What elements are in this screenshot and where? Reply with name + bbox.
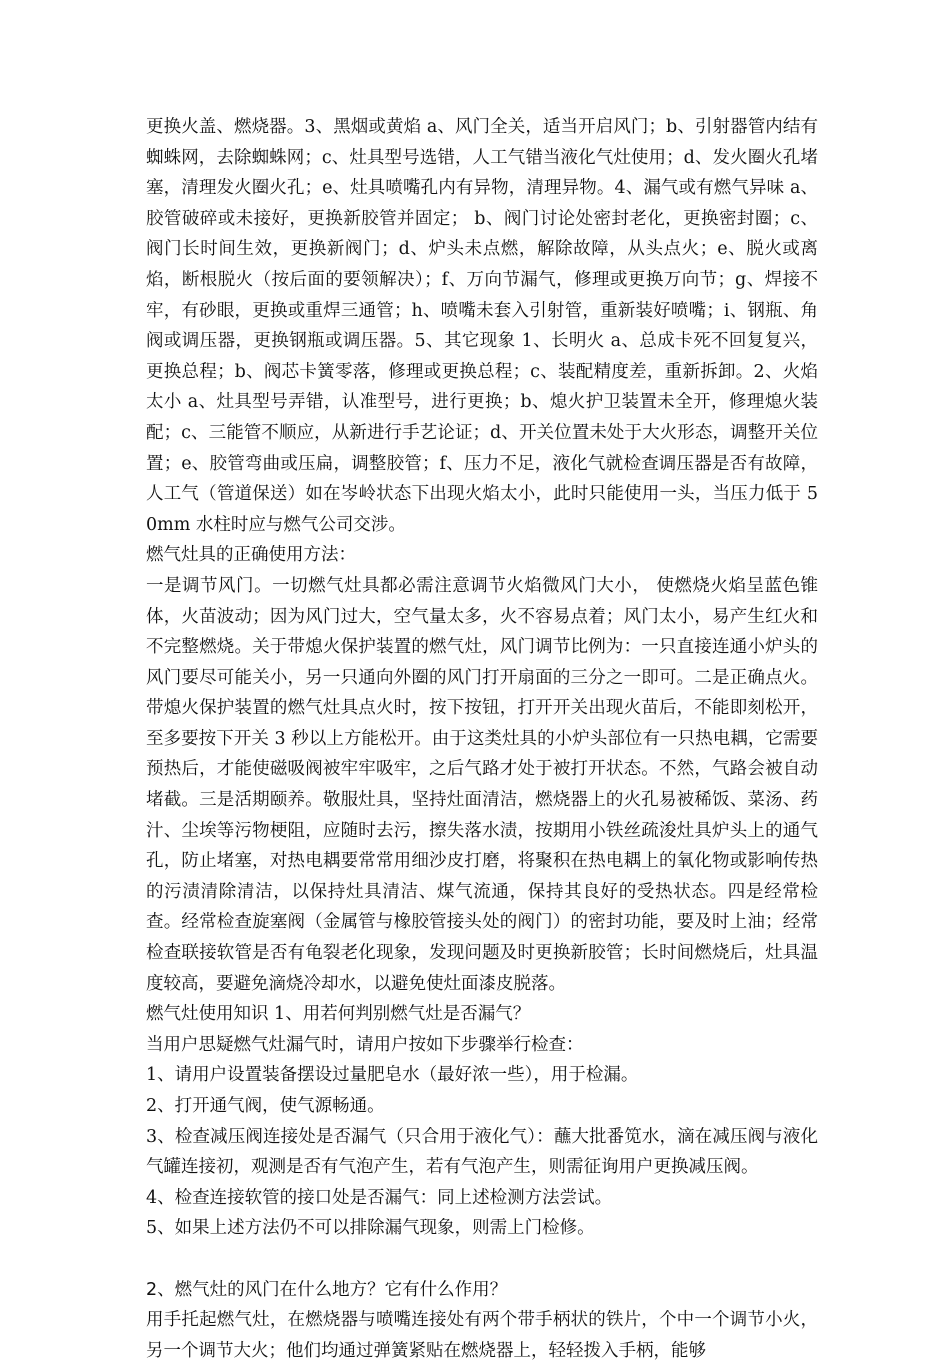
air-door-question-heading: 2、燃气灶的风门在什么地方？它有什么作用？ bbox=[146, 1279, 508, 1300]
usage-method-heading: 燃气灶具的正确使用方法： bbox=[146, 545, 356, 566]
usage-method-paragraph: 一是调节风门。一切燃气灶具都必需注意调节火焰微风门大小， 使燃烧火焰呈蓝色锥体，火苗波动；因为风门过大，空气量太多，火不容易点着；风门太小，易产生红火和不完整燃烧。关于带熄火保护装置的燃气灶，风门调节比例为：一只直接连通小炉头的风门要尽可能关小，另一只通向外圈的风门打开扇面的三分之一即可。二是正确点火。带熄火保护装置的燃气灶具点火时，按下按钮，打开开关出现火苗后，不能即刻松开，至多要按下开关 3 秒以上方能松开。由于这类灶具的小炉头部位有一只热电耦，它需要预热后，才能使磁吸阀被牢牢吸牢，之后气路才处于被打开状态。不然，气路会被自动堵截。三是活期颐养。敬服灶具，坚持灶面清洁，燃烧器上的火孔易被稀饭、菜汤、药汁、尘埃等污物梗阻，应随时去污，擦失落水渍，按期用小铁丝疏浚灶具炉头上的通气孔，防止堵塞，对热电耦要常常用细沙皮打磨，将聚积在热电耦上的氧化物或影响传热的污渍清除清洁，以保持灶具清洁、煤气流通，保持其良好的受热状态。四是经常检查。经常检查旋塞阀（金属管与橡胶管接头处的阀门）的密封功能，要及时上油；经常检查联接软管是否有龟裂老化现象，发现问题及时更换新胶管；长时间燃烧后，灶具温度较高，要避免滴烧冷却水，以避免使灶面漆皮脱落。 bbox=[146, 575, 818, 994]
troubleshooting-paragraph: 更换火盖、燃烧器。3、黑烟或黄焰 a、风门全关，适当开启风门；b、引射器管内结有蜘蛛网，去除蜘蛛网；c、灶具型号选错，人工气错当液化气灶使用；d、发火圈火孔堵塞，清理发火圈火孔；e、灶具喷嘴孔内有异物，清理异物。4、漏气或有燃气异味 a、胶管破碎或未接好，更换新胶管并固定； b、阀门讨论处密封老化，更换密封圈；c、阀门长时间生效，更换新阀门；d、炉头未点燃，解除故障，从头点火；e、脱火或离焰，断根脱火（按后面的要领解决）；f、万向节漏气，修理或更换万向节；g、焊接不牢，有砂眼，更换或重焊三通管；h、喷嘴未套入引射管，重新装好喷嘴；i、钢瓶、角阀或调压器，更换钢瓶或调压器。5、其它现象 1、长明火 a、总成卡死不回复复兴，更换总程；b、阀芯卡簧零落，修理或更换总程；c、装配精度差，重新拆卸。2、火焰太小 a、灶具型号弄错，认准型号，进行更换；b、熄火护卫装置未全开，修理熄火装配；c、三能管不顺应，从新进行手艺论证；d、开关位置未处于大火形态，调整开关位置；e、胶管弯曲或压扁，调整胶管；f、压力不足，液化气就检查调压器是否有故障，人工气（管道保送）如在岑岭状态下出现火焰太小，此时只能使用一头，当压力低于 50mm 水柱时应与燃气公司交涉。 bbox=[146, 117, 818, 535]
leak-check-heading: 燃气灶使用知识 1、用若何判别燃气灶是否漏气？ bbox=[146, 1004, 531, 1025]
air-door-answer-paragraph: 用手托起燃气灶，在燃烧器与喷嘴连接处有两个带手柄状的铁片，个中一个调节小火，另一个调节大火；他们均通过弹簧紧贴在燃烧器上，轻轻拨入手柄，能够 bbox=[146, 1310, 818, 1361]
leak-check-step-1: 1、请用户设置装备摆设过量肥皂水（最好浓一些），用于检漏。 bbox=[146, 1065, 639, 1086]
leak-check-step-4: 4、检查连接软管的接口处是否漏气：同上述检测方法尝试。 bbox=[146, 1187, 613, 1208]
blank-line bbox=[146, 1244, 818, 1275]
leak-check-step-5: 5、如果上述方法仍不可以排除漏气现象，则需上门检修。 bbox=[146, 1218, 595, 1239]
leak-check-step-2: 2、打开通气阀，使气源畅通。 bbox=[146, 1096, 385, 1116]
document-page bbox=[146, 112, 818, 1366]
leak-check-step-3: 3、检查减压阀连接处是否漏气（只合用于液化气）：蘸大批番笕水，滴在减压阀与液化气罐连接初，观测是否有气泡产生，若有气泡产生，则需征询用户更换减压阀。 bbox=[146, 1126, 818, 1178]
leak-check-intro: 当用户思疑燃气灶漏气时，请用户按如下步骤举行检查： bbox=[146, 1034, 584, 1055]
